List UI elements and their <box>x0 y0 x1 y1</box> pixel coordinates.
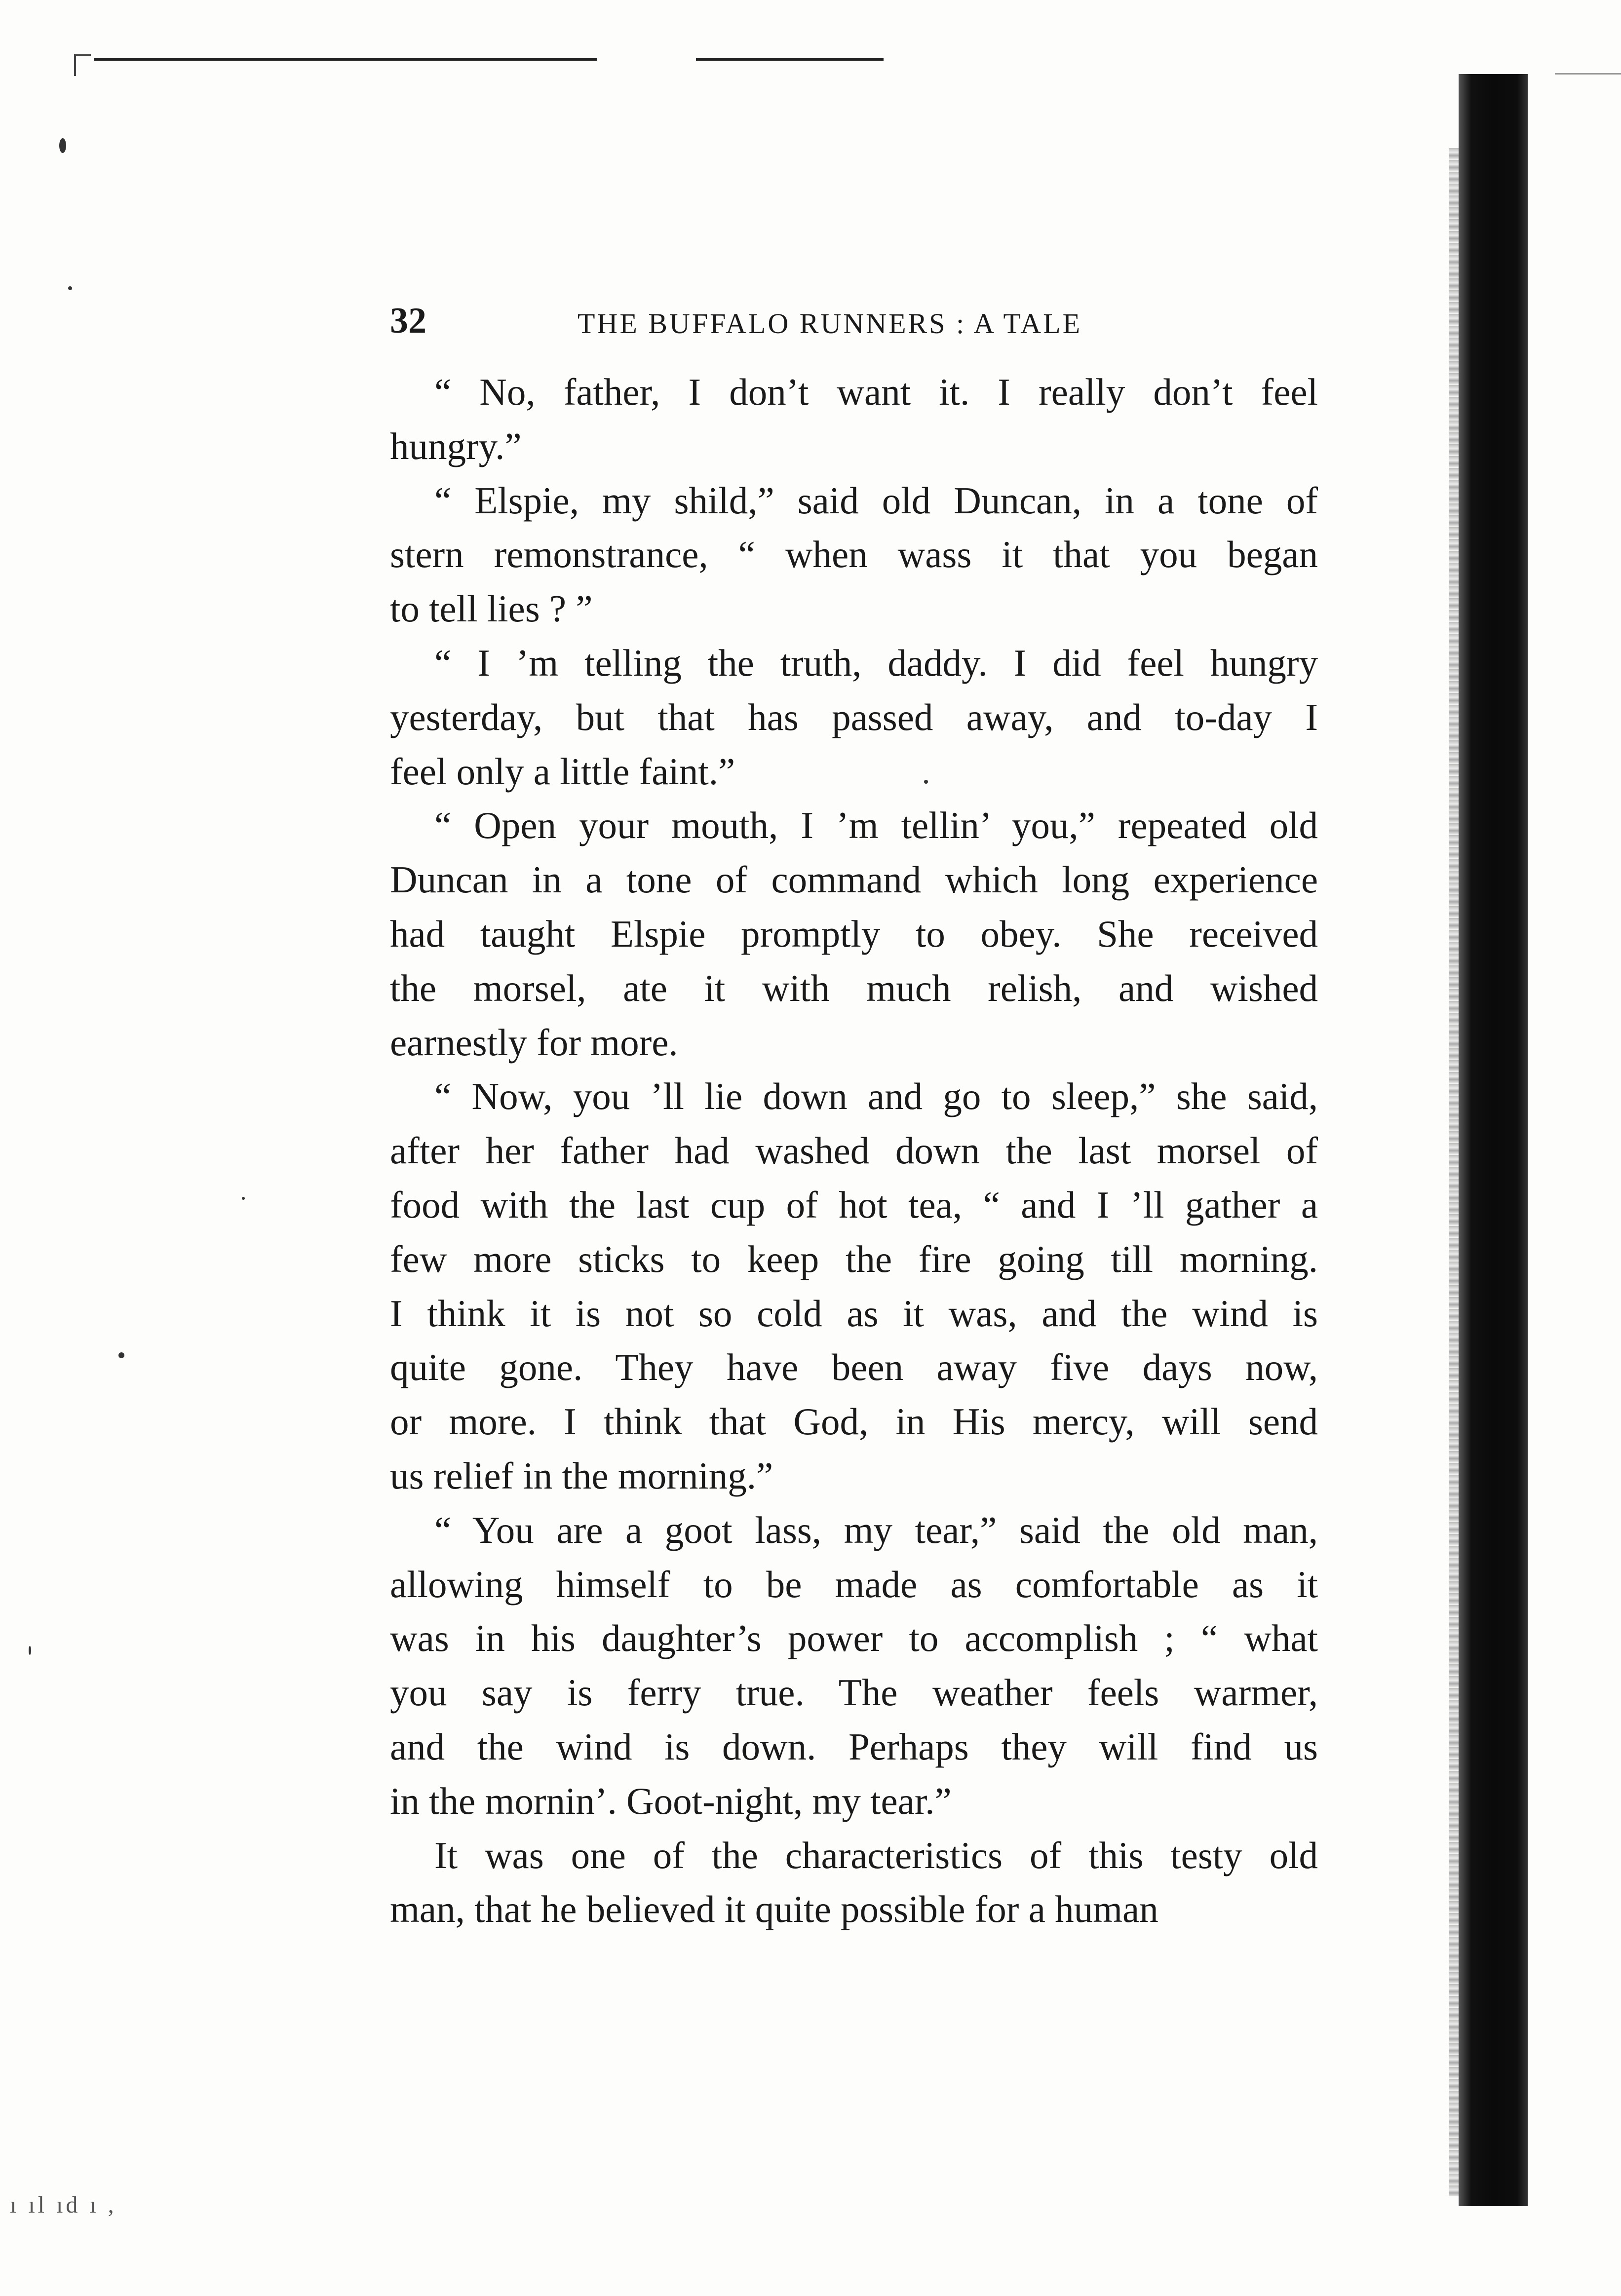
text-line: “ Elspie, my shild,” said old Duncan, in a tone of <box>434 479 1318 522</box>
text-line: feel only a little faint.” <box>390 750 735 793</box>
paragraph <box>390 1503 1318 1829</box>
text-line: food with the last cup of hot tea, “ and I ’ll gather a <box>390 1183 1318 1226</box>
text-line: earnestly for more. <box>390 1021 678 1064</box>
scan-speck <box>242 1197 245 1200</box>
text-line: It was one of the characteristics of this testy old <box>434 1834 1318 1876</box>
text-line: you say is ferry true. The weather feels warmer, <box>390 1671 1318 1714</box>
scan-top-rule <box>1555 73 1621 75</box>
text-line: us relief in the morning.” <box>390 1454 773 1497</box>
text-line: the morsel, ate it with much relish, and wished <box>390 966 1318 1009</box>
scan-margin-scribble: ı ıl ıd ı , <box>10 2192 117 2218</box>
text-line: after her father had washed down the last morsel of <box>390 1129 1318 1172</box>
text-line: or more. I think that God, in His mercy, will send <box>390 1400 1318 1443</box>
running-title: THE BUFFALO RUNNERS : A TALE <box>578 307 1082 340</box>
text-line: quite gone. They have been away five days now, <box>390 1346 1318 1389</box>
text-line: in the mornin’. Goot-night, my tear.” <box>390 1779 952 1822</box>
text-line: I think it is not so cold as it was, and the wind is <box>390 1292 1318 1335</box>
text-line: hungry.” <box>390 424 522 467</box>
text-line: stern remonstrance, “ when wass it that you began <box>390 533 1318 576</box>
text-line: and the wind is down. Perhaps they will find us <box>390 1725 1318 1768</box>
text-line: had taught Elspie promptly to obey. She received <box>390 912 1318 955</box>
paragraph <box>390 365 1318 474</box>
text-line: Duncan in a tone of command which long experience <box>390 858 1318 901</box>
paragraph <box>390 1829 1318 1937</box>
paragraph <box>390 799 1318 1070</box>
body-text <box>390 365 1318 1937</box>
text-line: man, that he believed it quite possible for a human <box>390 1888 1158 1931</box>
text-line: few more sticks to keep the fire going till morning. <box>390 1237 1318 1280</box>
text-line: to tell lies ? ” <box>390 587 593 630</box>
scan-speck <box>118 1352 124 1358</box>
running-head <box>390 299 1476 343</box>
paragraph <box>390 474 1318 636</box>
text-line: “ Open your mouth, I ’m tellin’ you,” repeated old <box>434 804 1318 847</box>
text-line: “ You are a goot lass, my tear,” said the old man, <box>434 1508 1318 1551</box>
text-line: yesterday, but that has passed away, and to-day I <box>390 695 1318 738</box>
scan-speck <box>68 286 72 290</box>
text-line: was in his daughter’s power to accomplish ; “ what <box>390 1617 1318 1660</box>
page-number: 32 <box>390 301 426 341</box>
scan-speck <box>59 138 66 153</box>
paragraph <box>390 636 1318 799</box>
scan-top-rule <box>94 58 597 61</box>
scan-binding-shadow <box>1459 74 1528 2206</box>
scan-corner-mark <box>74 54 91 76</box>
scan-speck <box>29 1646 31 1655</box>
text-line: “ No, father, I don’t want it. I really don’t feel <box>434 371 1318 413</box>
text-line: “ Now, you ’ll lie down and go to sleep,” she said, <box>434 1075 1318 1118</box>
text-line: “ I ’m telling the truth, daddy. I did feel hungry <box>434 641 1318 684</box>
paragraph <box>390 1070 1318 1503</box>
text-line: allowing himself to be made as comfortable as it <box>390 1563 1318 1606</box>
scan-top-rule <box>696 58 884 61</box>
